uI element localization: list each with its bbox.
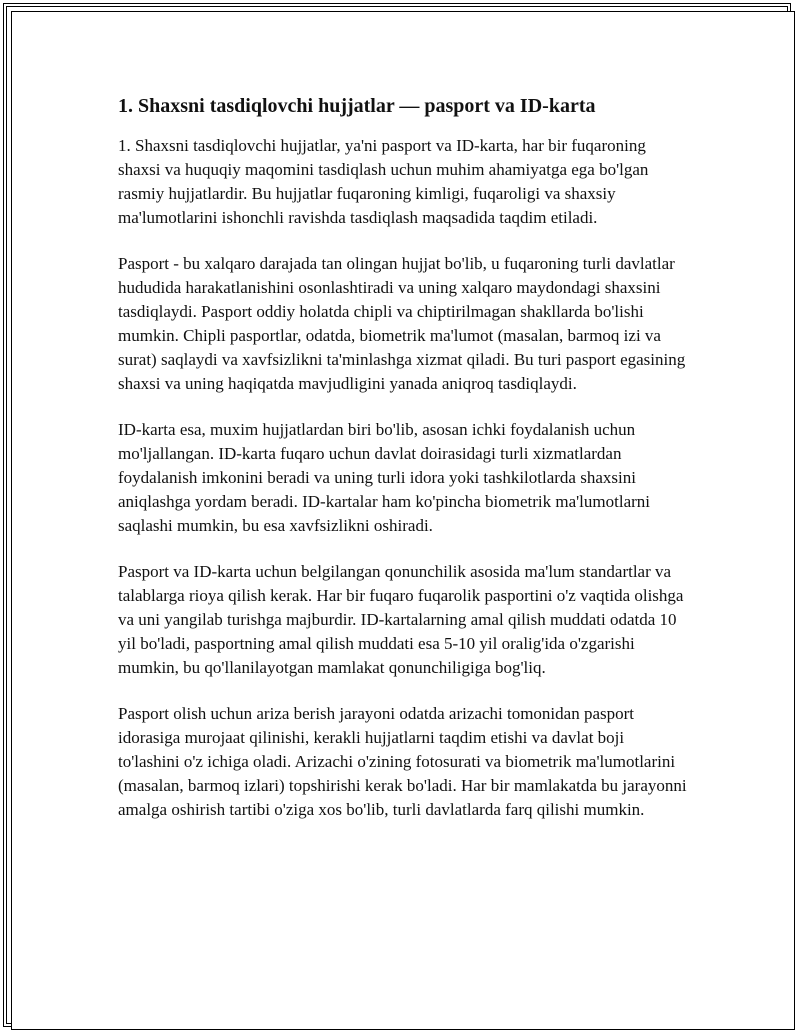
document-title: 1. Shaxsni tasdiqlovchi hujjatlar — pasport va ID-karta: [118, 95, 596, 117]
paragraph-id-card: ID-karta esa, muxim hujjatlardan biri bo'lib, asosan ichki foydalanish uchun mo'ljallangan. ID-karta fuqaro uchun davlat doirasidagi turli xizmatlardan foydalanish imkonini beradi va uning turli idora yoki tashkilotlarda shaxsini aniqlashga yordam beradi. ID-kartalar ham ko'pincha biometrik ma'lumotlarni saqlashi mumkin, bu esa xavfsizlikni oshiradi.: [118, 420, 651, 535]
paragraph-application-process: Pasport olish uchun ariza berish jarayoni odatda arizachi tomonidan pasport idorasiga murojaat qilinishi, kerakli hujjatlarni taqdim etishi va davlat boji to'lashini o'z ichiga oladi. Arizachi o'zining fotosurati va biometrik ma'lumotlarini (masalan, barmoq izlari) topshirishi kerak bo'ladi. Har bir mamlakatda bu jarayonni amalga oshirish tartibi o'ziga xos bo'lib, turli davlatlarda farq qilishi mumkin.: [118, 704, 687, 819]
paragraph-intro: 1. Shaxsni tasdiqlovchi hujjatlar, ya'ni pasport va ID-karta, har bir fuqaroning shaxsi va huquqiy maqomini tasdiqlash uchun muhim ahamiyatga ega bo'lgan rasmiy hujjatlardir. Bu hujjatlar fuqaroning kimligi, fuqaroligi va shaxsiy ma'lumotlarini ishonchli ravishda tasdiqlash maqsadida taqdim etiladi.: [118, 136, 649, 227]
paragraph-regulations: Pasport va ID-karta uchun belgilangan qonunchilik asosida ma'lum standartlar va talablarga rioya qilish kerak. Har bir fuqaro fuqarolik pasportini o'z vaqtida olishga va uni yangilab turishga majburdir. ID-kartalarning amal qilish muddati odatda 10 yil bo'ladi, pasportning amal qilish muddati esa 5-10 yil oralig'ida o'zgarishi mumkin, bu qo'llanilayotgan mamlakat qonunchiligiga bog'liq.: [118, 562, 684, 677]
document-body: [118, 90, 688, 844]
paragraph-passport: Pasport - bu xalqaro darajada tan olingan hujjat bo'lib, u fuqaroning turli davlatlar hududida harakatlanishini osonlashtiradi va uning xalqaro maydondagi shaxsini tasdiqlaydi. Pasport oddiy holatda chipli va chiptirilmagan shakllarda bo'lishi mumkin. Chipli pasportlar, odatda, biometrik ma'lumot (masalan, barmoq izi va surat) saqlaydi va xavfsizlikni ta'minlashga xizmat qiladi. Bu turi pasport egasining shaxsi va uning haqiqatda mavjudligini yanada aniqroq tasdiqlaydi.: [118, 254, 686, 393]
